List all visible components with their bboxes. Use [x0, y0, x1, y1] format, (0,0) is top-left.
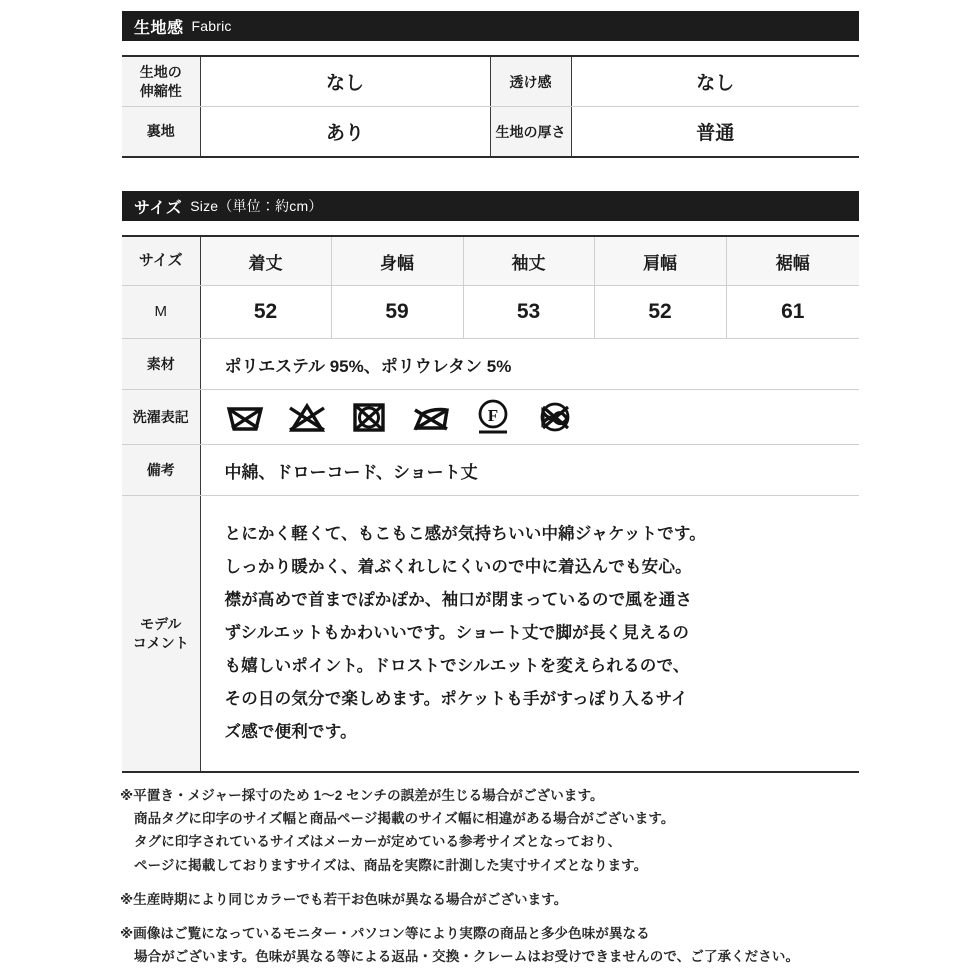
size-header-shoulder: 肩幅	[594, 236, 726, 286]
fabric-label-stretch: 生地の 伸縮性	[122, 56, 200, 107]
dryclean-petroleum-icon	[473, 399, 513, 435]
footnotes	[120, 784, 880, 980]
care-symbol-list	[201, 399, 860, 435]
size-header-hem: 裾幅	[726, 236, 859, 286]
comment-line: ズ感で便利です。	[224, 723, 357, 741]
comment-line: 襟が高めで首までぽかぽか、袖口が閉まっているので風を通さ	[224, 591, 693, 609]
size-value-sleeve: 53	[463, 286, 594, 339]
remarks-label: 備考	[122, 445, 200, 496]
footnote-line: 商品タグに印字のサイズ幅と商品ページ掲載のサイズ幅に相違がある場合がございます。	[134, 811, 675, 827]
care-label: 洗濯表記	[122, 390, 200, 445]
table-row	[122, 496, 859, 773]
comment-line: その日の気分で楽しめます。ポケットも手がすっぽり入るサイ	[224, 690, 688, 708]
size-table-header-row	[122, 236, 859, 286]
size-value-length: 52	[200, 286, 331, 339]
fabric-label-thickness: 生地の厚さ	[490, 107, 571, 158]
fabric-value-lining: あり	[200, 107, 490, 158]
footnote-line: ※生産時期により同じカラーでも若干お色味が異なる場合がございます。	[120, 891, 568, 907]
section-title-jp: サイズ	[134, 199, 183, 217]
footnote-line: ページに掲載しておりますサイズは、商品を実際に計測した実寸サイズとなります。	[134, 857, 648, 873]
section-title-en: Size（単位：約cm）	[190, 198, 323, 214]
comment-line: も嬉しいポイント。ドロストでシルエットを変えられるので、	[224, 657, 690, 675]
footnote-line: ※平置き・メジャー採寸のため 1〜2 センチの誤差が生じる場合がございます。	[120, 788, 604, 803]
table-row	[122, 107, 859, 158]
section-title-jp: 生地感	[134, 19, 184, 37]
no-wringing-icon	[535, 401, 575, 433]
table-row	[122, 445, 859, 496]
no-machine-wash-icon	[225, 401, 265, 433]
size-value-shoulder: 52	[594, 286, 726, 339]
no-bleach-icon	[287, 401, 327, 433]
fabric-value-stretch: なし	[200, 56, 490, 107]
material-label: 素材	[122, 339, 200, 390]
fabric-label-sheerness: 透け感	[490, 56, 571, 107]
section-header-fabric	[122, 11, 859, 41]
model-comment-label: モデル コメント	[122, 496, 200, 773]
section-header-size	[122, 191, 859, 221]
no-iron-icon	[411, 401, 451, 433]
table-row	[122, 390, 859, 445]
size-value-width: 59	[331, 286, 463, 339]
size-header-width: 身幅	[331, 236, 463, 286]
comment-line: とにかく軽くて、もこもこ感が気持ちいい中綿ジャケットです。	[224, 525, 706, 543]
table-row	[122, 339, 859, 390]
model-comment-cell	[200, 496, 859, 773]
footnote-block	[120, 922, 880, 968]
footnote-line: タグに印字されているサイズはメーカーが定めている参考サイズとなっており、	[134, 834, 622, 850]
fabric-value-sheerness: なし	[571, 56, 859, 107]
size-header-size: サイズ	[122, 236, 200, 286]
remarks-value: 中綿、ドローコード、ショート丈	[200, 445, 859, 496]
size-table	[122, 235, 859, 773]
fabric-label-lining: 裏地	[122, 107, 200, 158]
svg-text:F: F	[487, 406, 498, 425]
table-row	[122, 286, 859, 339]
footnote-line: ※画像はご覧になっているモニター・パソコン等により実際の商品と多少色味が異なる	[120, 926, 650, 942]
no-tumble-dry-icon	[349, 401, 389, 433]
footnote-block	[120, 784, 880, 877]
section-title-en: Fabric	[191, 18, 232, 34]
table-row	[122, 56, 859, 107]
material-value: ポリエステル 95%、ポリウレタン 5%	[200, 339, 859, 390]
size-header-length: 着丈	[200, 236, 331, 286]
footnote-block	[120, 888, 880, 911]
care-symbols-cell	[200, 390, 859, 445]
footnote-line: 場合がございます。色味が異なる等による返品・交換・クレームはお受けできませんので、ご了承ください。	[134, 949, 800, 965]
model-comment-text	[201, 496, 860, 771]
fabric-table	[122, 55, 859, 158]
comment-line: しっかり暖かく、着ぶくれしにくいので中に着込んでも安心。	[224, 558, 692, 576]
fabric-value-thickness: 普通	[571, 107, 859, 158]
comment-line: ずシルエットもかわいいです。ショート丈で脚が長く見えるの	[224, 624, 690, 642]
size-header-sleeve: 袖丈	[463, 236, 594, 286]
size-value-hem: 61	[726, 286, 859, 339]
size-row-label-m: M	[122, 286, 200, 339]
